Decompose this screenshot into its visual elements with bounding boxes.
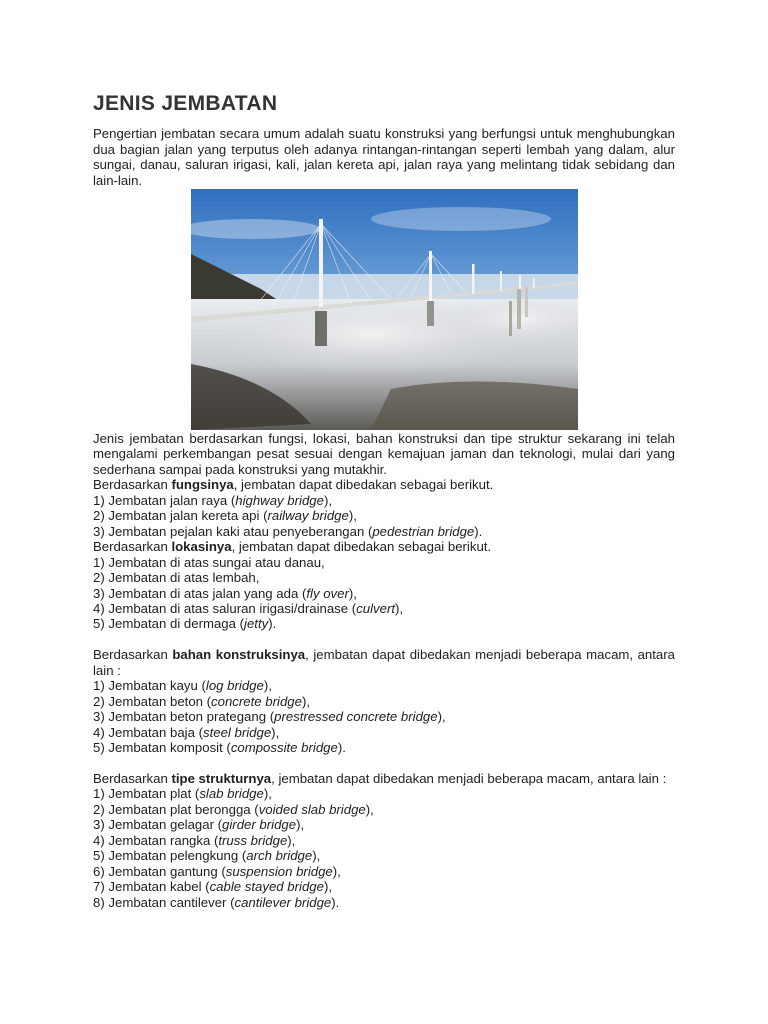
spacer (93, 756, 675, 771)
section-heading-bahan: Berdasarkan bahan konstruksinya, jembatan dapat dibedakan menjadi beberapa macam, antara lain : (93, 647, 675, 678)
list-item: 3) Jembatan pejalan kaki atau penyeberangan (pedestrian bridge). (93, 523, 483, 539)
list-tipe (93, 786, 675, 910)
list-item: 1) Jembatan di atas sungai atau danau, (93, 554, 325, 570)
document-title: JENIS JEMBATAN (93, 92, 278, 115)
list-item: 5) Jembatan pelengkung (arch bridge), (93, 848, 321, 864)
keyword-lokasi: lokasinya (171, 539, 232, 555)
list-fungsi (93, 493, 675, 539)
bridge-photo (191, 189, 578, 430)
list-item: 2) Jembatan beton (concrete bridge), (93, 693, 311, 709)
list-item: 4) Jembatan baja (steel bridge), (93, 724, 280, 740)
list-item: 2) Jembatan di atas lembah, (93, 570, 260, 586)
list-item: 4) Jembatan di atas saluran irigasi/drainase (culvert), (93, 600, 404, 616)
list-item: 1) Jembatan kayu (log bridge), (93, 678, 272, 694)
section-heading-lokasi: Berdasarkan lokasinya, jembatan dapat dibedakan sebagai berikut. (93, 539, 492, 555)
intro-paragraph: Pengertian jembatan secara umum adalah suatu konstruksi yang berfungsi untuk menghubungkan dua bagian jalan yang terputus oleh adanya rintangan-rintangan seperti lembah yang dalam, alur sungai, danau, saluran irigasi, kali, jalan kereta api, jalan raya yang melintang tidak sebidang dan lain-lain. (93, 126, 675, 188)
spacer (93, 632, 675, 647)
list-item: 7) Jembatan kabel (cable stayed bridge), (93, 879, 333, 895)
keyword-tipe: tipe strukturnya (171, 770, 272, 786)
list-item: 6) Jembatan gantung (suspension bridge), (93, 863, 341, 879)
list-item: 2) Jembatan jalan kereta api (railway bridge), (93, 508, 357, 524)
overview-paragraph: Jenis jembatan berdasarkan fungsi, lokasi, bahan konstruksi dan tipe struktur sekarang ini telah mengalami perkembangan pesat sesuai dengan kemajuan jaman dan teknologi, mulai dari yang sederhana sampai pada konstruksi yang mutakhir. (93, 431, 675, 477)
list-item: 5) Jembatan komposit (compossite bridge). (93, 740, 346, 756)
list-item: 8) Jembatan cantilever (cantilever bridge). (93, 894, 340, 910)
section-heading-fungsi: Berdasarkan fungsinya, jembatan dapat dibedakan sebagai berikut. (93, 477, 494, 493)
list-lokasi (93, 555, 675, 632)
list-item: 2) Jembatan plat berongga (voided slab bridge), (93, 801, 374, 817)
list-item: 3) Jembatan di atas jalan yang ada (fly over), (93, 585, 357, 601)
list-item: 1) Jembatan jalan raya (highway bridge), (93, 492, 333, 508)
section-heading-tipe: Berdasarkan tipe strukturnya, jembatan dapat dibedakan menjadi beberapa macam, antara lain : (93, 770, 667, 786)
body-text (93, 431, 675, 910)
list-item: 5) Jembatan di dermaga (jetty). (93, 616, 277, 632)
list-item: 4) Jembatan rangka (truss bridge), (93, 832, 296, 848)
list-item: 3) Jembatan gelagar (girder bridge), (93, 817, 305, 833)
list-item: 1) Jembatan plat (slab bridge), (93, 786, 272, 802)
keyword-fungsi: fungsinya (171, 477, 234, 493)
list-bahan (93, 678, 675, 755)
keyword-bahan: bahan konstruksinya (172, 647, 306, 663)
list-item: 3) Jembatan beton prategang (prestressed concrete bridge), (93, 709, 446, 725)
